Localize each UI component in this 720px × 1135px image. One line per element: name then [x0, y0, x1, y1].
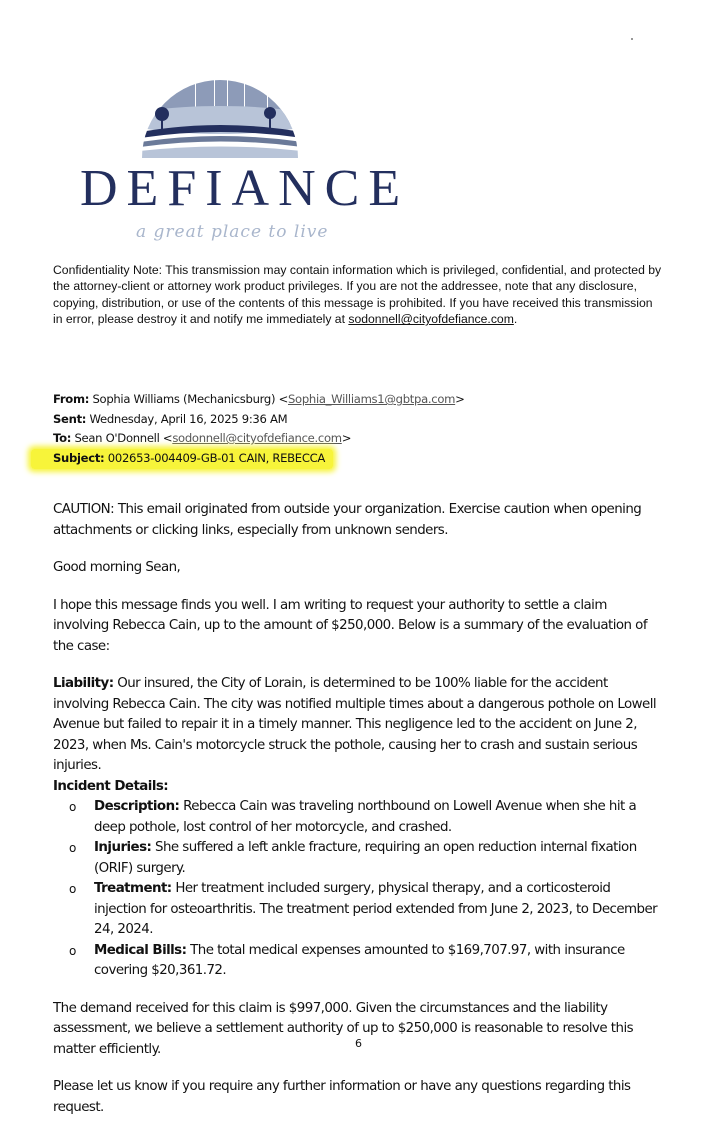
list-item — [53, 941, 665, 982]
detail-text: Her treatment included surgery, physical therapy, and a corticosteroid injection for osteoarthritis. The treatment period extended from June 2, 2023, to December 24, 2024. — [94, 881, 658, 937]
from-label: From: — [53, 392, 90, 406]
list-item — [53, 879, 665, 941]
incident-details-list — [53, 797, 665, 982]
page-number: 6 — [355, 1037, 362, 1050]
from-name: Sophia Williams (Mechanicsburg) < — [92, 392, 288, 406]
scan-speck — [631, 38, 633, 40]
detail-label: Treatment: — [94, 881, 172, 896]
confidentiality-note — [53, 262, 663, 328]
detail-text: She suffered a left ankle fracture, requiring an open reduction internal fixation (ORIF) surgery. — [94, 840, 637, 876]
logo-wordmark: DEFIANCE — [80, 160, 410, 217]
from-email-link[interactable]: Sophia_Williams1@gbtpa.com — [287, 392, 456, 406]
logo-tagline: a great place to live — [136, 222, 329, 242]
subject-highlight — [31, 449, 333, 469]
bullet-icon: o — [69, 841, 76, 855]
detail-text: Rebecca Cain was traveling northbound on Lowell Avenue when she hit a deep pothole, lost control of her motorcycle, and crashed. — [94, 799, 637, 835]
incident-heading — [53, 777, 665, 798]
intro-paragraph: I hope this message finds you well. I am writing to request your authority to settle a claim involving Rebecca Cain, up to the amount of $250,000. Below is a summary of the evaluation of the case: — [53, 597, 647, 654]
greeting: Good morning Sean, — [53, 560, 181, 575]
subject-label: Subject: — [53, 450, 105, 465]
detail-label: Injuries: — [94, 840, 152, 855]
confidentiality-end: . — [513, 312, 518, 327]
sent-label: Sent: — [53, 411, 87, 426]
caution-paragraph: CAUTION: This email originated from outside your organization. Exercise caution when opening attachments or clicking links, especially from unknown senders. — [53, 502, 642, 538]
email-header — [53, 390, 465, 468]
bullet-icon: o — [69, 943, 76, 958]
liability-paragraph — [53, 674, 665, 777]
closing-paragraph: Please let us know if you require any further information or have any questions regarding this request. — [53, 1079, 631, 1115]
detail-text: The total medical expenses amounted to $169,707.97, with insurance covering $20,361.72. — [94, 942, 625, 978]
subject-row — [53, 449, 465, 469]
subject-value: 002653-004409-GB-01 CAIN, REBECCA — [107, 450, 326, 465]
sent-value: Wednesday, April 16, 2025 9:36 AM — [89, 411, 288, 426]
list-item — [53, 838, 665, 879]
detail-label: Description: — [94, 799, 180, 814]
to-email-link[interactable]: sodonnell@cityofdefiance.com — [172, 431, 342, 445]
detail-label: Medical Bills: — [94, 942, 187, 958]
confidentiality-text: Confidentiality Note: This transmission may contain information which is privileged, confidential, and protected by the attorney-client or attorney work product privileges. If you are not the addressee, note that any disclosure, copying, distribution, or use of the contents of this message is prohibited. If you have received this transmission in error, please destroy it and notify me immediately at — [53, 263, 662, 327]
incident-heading-text: Incident Details: — [53, 778, 169, 794]
demand-paragraph: The demand received for this claim is $997,000. Given the circumstances and the liability assessment, we believe a settlement authority of up to $250,000 is reasonable to resolve this matter efficiently. — [53, 1000, 634, 1057]
skyline-emblem — [70, 60, 370, 170]
to-row — [53, 429, 465, 449]
from-row — [53, 390, 465, 410]
list-item — [53, 797, 665, 838]
bullet-icon: o — [69, 800, 76, 814]
from-end: > — [455, 392, 465, 406]
sent-row — [53, 410, 465, 430]
to-end: > — [341, 431, 352, 445]
liability-label: Liability: — [53, 676, 114, 691]
bullet-icon: o — [69, 882, 76, 896]
confidentiality-email-link[interactable]: sodonnell@cityofdefiance.com — [348, 312, 514, 327]
to-label: To: — [53, 431, 72, 445]
liability-text: Our insured, the City of Lorain, is determined to be 100% liable for the accident involving Rebecca Cain. The city was notified multiple times about a dangerous pothole on Lowell Avenue but failed to repair it in a timely manner. This negligence led to the accident on June 2, 2023, when Ms. Cain's motorcycle struck the pothole, causing her to crash and sustain serious injuries. — [53, 676, 657, 773]
to-name: Sean O'Donnell < — [74, 431, 173, 445]
